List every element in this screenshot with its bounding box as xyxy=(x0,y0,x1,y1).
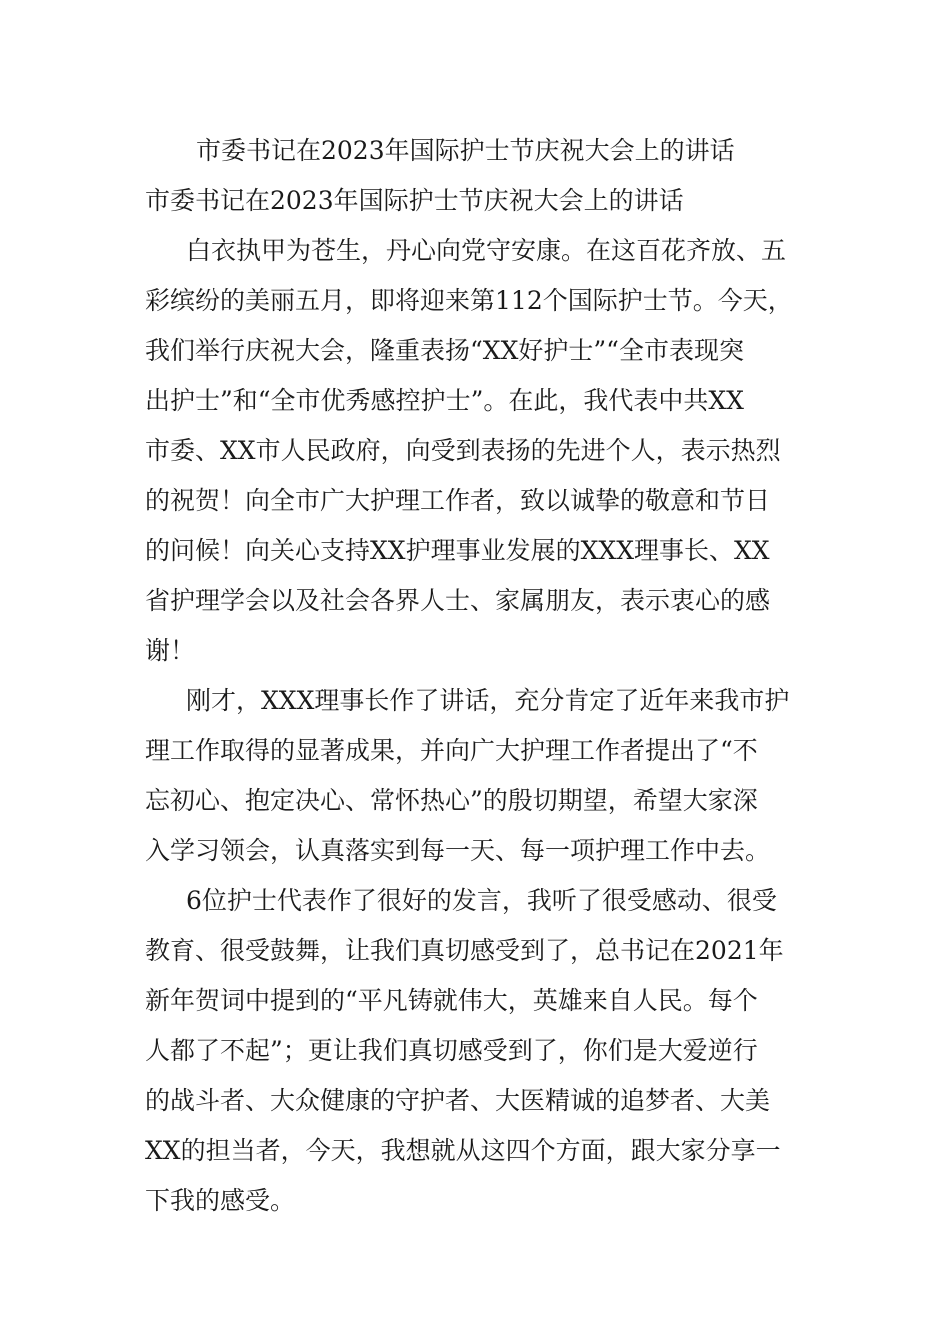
paragraph-line: 出护士”和“全市优秀感控护士”。在此，我代表中共XX xyxy=(145,386,744,415)
paragraph-line: 的战斗者、大众健康的守护者、大医精诚的追梦者、大美 xyxy=(145,1086,771,1115)
paragraph-line: 的问候！向关心支持XX护理事业发展的XXX理事长、XX xyxy=(145,536,770,565)
paragraph-line: 6位护士代表作了很好的发言，我听了很受感动、很受 xyxy=(186,886,777,915)
paragraph-line: 下我的感受。 xyxy=(145,1186,296,1215)
paragraph-line: 彩缤纷的美丽五月，即将迎来第112个国际护士节。今天， xyxy=(145,286,793,315)
paragraph-line: 谢！ xyxy=(145,636,196,665)
paragraph-line: 新年贺词中提到的“平凡铸就伟大，英雄来自人民。每个 xyxy=(145,986,758,1015)
paragraph-line: 入学习领会，认真落实到每一天、每一项护理工作中去。 xyxy=(145,836,771,865)
paragraph-line: 人都了不起”；更让我们真切感受到了，你们是大爱逆行 xyxy=(145,1036,758,1065)
paragraph-line: 教育、很受鼓舞，让我们真切感受到了，总书记在2021年 xyxy=(145,936,784,965)
paragraph-line: 理工作取得的显著成果，并向广大护理工作者提出了“不 xyxy=(145,736,758,765)
document-title-repeat: 市委书记在2023年国际护士节庆祝大会上的讲话 xyxy=(145,186,684,215)
paragraph-line: 市委、XX市人民政府，向受到表扬的先进个人，表示热烈 xyxy=(145,436,781,465)
paragraph-line: 的祝贺！向全市广大护理工作者，致以诚挚的敬意和节日 xyxy=(145,486,771,515)
paragraph-line: 我们举行庆祝大会，隆重表扬“XX好护士”“全市表现突 xyxy=(145,336,744,365)
document-title: 市委书记在2023年国际护士节庆祝大会上的讲话 xyxy=(196,136,735,165)
paragraph-line: XX的担当者，今天，我想就从这四个方面，跟大家分享一 xyxy=(145,1136,781,1165)
paragraph-line: 白衣执甲为苍生，丹心向党守安康。在这百花齐放、五 xyxy=(186,236,787,265)
paragraph-line: 省护理学会以及社会各界人士、家属朋友，表示衷心的感 xyxy=(145,586,771,615)
paragraph-line: 刚才，XXX理事长作了讲话，充分肯定了近年来我市护 xyxy=(186,686,790,715)
paragraph-line: 忘初心、抱定决心、常怀热心”的殷切期望，希望大家深 xyxy=(145,786,758,815)
